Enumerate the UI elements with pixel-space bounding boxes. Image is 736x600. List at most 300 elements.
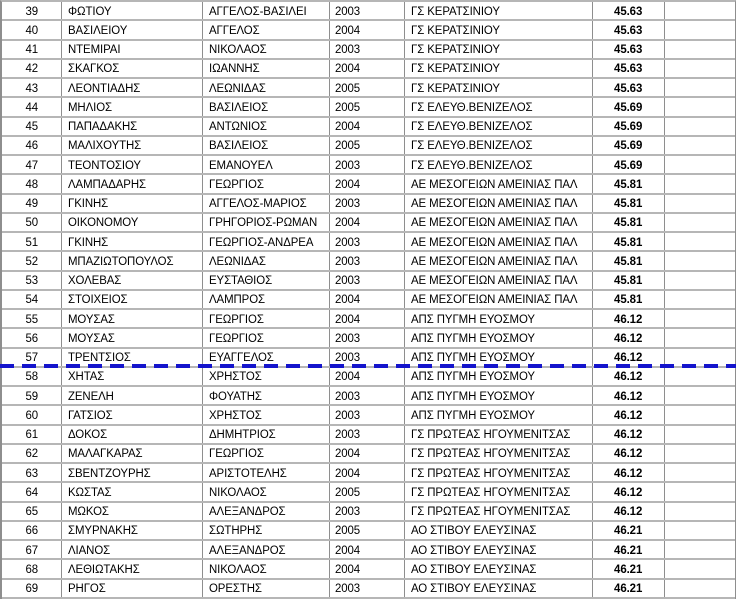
mark-value: 46.21 [614,561,643,576]
last-name-cell [62,98,203,115]
mark-value: 46.12 [614,407,643,422]
empty-cell [665,252,735,269]
birth-year-value: 2004 [335,465,361,480]
last-name-cell [62,349,203,366]
rank-cell [2,2,62,19]
first-name-cell [203,195,330,212]
empty-cell [665,272,735,289]
birth-year-cell [330,272,405,289]
empty-cell [665,406,735,423]
first-name-cell [203,272,330,289]
mark-value: 46.12 [614,465,643,480]
rank-value: 42 [25,61,38,76]
birth-year-value: 2003 [335,3,361,18]
club-value: ΑΕ ΜΕΣΟΓΕΙΩΝ ΑΜΕΙΝΙΑΣ ΠΑΛ [411,176,578,191]
birth-year-cell [330,233,405,250]
club-value: ΑΠΣ ΠΥΓΜΗ ΕΥΟΣΜΟΥ [411,350,535,365]
last-name-cell [62,426,203,443]
club-value: ΑΠΣ ΠΥΓΜΗ ΕΥΟΣΜΟΥ [411,311,535,326]
mark-cell [593,560,665,577]
rank-cell [2,175,62,192]
birth-year-cell [330,387,405,404]
mark-cell [593,580,665,597]
birth-year-value: 2003 [335,427,361,442]
last-name-value: ΠΑΠΑΔΑΚΗΣ [68,119,138,134]
club-cell [405,503,593,520]
last-name-value: ΜΟΥΣΑΣ [68,330,115,345]
table-row [2,118,735,137]
last-name-cell [62,291,203,308]
first-name-cell [203,483,330,500]
first-name-value: ΑΓΓΕΛΟΣ-ΜΑΡΙΟΣ [209,196,307,211]
rank-value: 40 [25,22,38,37]
birth-year-cell [330,406,405,423]
empty-cell [665,291,735,308]
club-value: ΓΣ ΚΕΡΑΤΣΙΝΙΟΥ [411,3,500,18]
birth-year-cell [330,329,405,346]
birth-year-cell [330,503,405,520]
empty-cell [665,60,735,77]
table-row [2,483,735,502]
first-name-value: ΣΩΤΗΡΗΣ [209,523,263,538]
last-name-value: ΜΗΛΙΟΣ [68,99,113,114]
mark-cell [593,272,665,289]
rank-value: 39 [25,3,38,18]
mark-value: 46.12 [614,504,643,519]
first-name-value: ΕΥΣΤΑΘΙΟΣ [209,273,273,288]
mark-cell [593,195,665,212]
rank-value: 56 [25,330,38,345]
first-name-value: ΑΛΕΞΑΝΔΡΟΣ [209,504,286,519]
rank-value: 63 [25,465,38,480]
first-name-value: ΕΥΑΓΓΕΛΟΣ [209,350,274,365]
club-value: ΑΕ ΜΕΣΟΓΕΙΩΝ ΑΜΕΙΝΙΑΣ ΠΑΛ [411,215,578,230]
mark-cell [593,252,665,269]
first-name-cell [203,503,330,520]
last-name-value: ΛΕΘΙΩΤΑΚΗΣ [68,561,140,576]
rank-value: 66 [25,523,38,538]
birth-year-cell [330,21,405,38]
rank-cell [2,426,62,443]
empty-cell [665,426,735,443]
last-name-cell [62,252,203,269]
last-name-value: ΓΚΙΝΗΣ [68,196,109,211]
rank-cell [2,580,62,597]
rank-value: 69 [25,581,38,596]
mark-cell [593,503,665,520]
first-name-cell [203,329,330,346]
club-value: ΑΕ ΜΕΣΟΓΕΙΩΝ ΑΜΕΙΝΙΑΣ ΠΑΛ [411,292,578,307]
table-row [2,406,735,425]
mark-value: 45.69 [614,157,643,172]
birth-year-value: 2003 [335,253,361,268]
table-row [2,349,735,368]
first-name-cell [203,310,330,327]
rank-cell [2,329,62,346]
first-name-value: ΧΡΗΣΤΟΣ [209,369,262,384]
birth-year-cell [330,60,405,77]
table-row [2,137,735,156]
rank-cell [2,21,62,38]
rank-cell [2,79,62,96]
first-name-cell [203,406,330,423]
first-name-value: ΑΛΕΞΑΝΔΡΟΣ [209,542,286,557]
birth-year-cell [330,580,405,597]
empty-cell [665,195,735,212]
last-name-value: ΜΑΛΑΓΚΑΡΑΣ [68,446,143,461]
birth-year-value: 2003 [335,273,361,288]
empty-cell [665,79,735,96]
rank-value: 60 [25,407,38,422]
first-name-value: ΓΕΩΡΓΙΟΣ [209,330,264,345]
last-name-cell [62,2,203,19]
table-row [2,445,735,464]
club-value: ΓΣ ΕΛΕΥΘ.ΒΕΝΙΖΕΛΟΣ [411,119,533,134]
club-value: ΓΣ ΚΕΡΑΤΣΙΝΙΟΥ [411,61,500,76]
mark-value: 45.81 [614,196,643,211]
empty-cell [665,214,735,231]
first-name-value: ΑΓΓΕΛΟΣ-ΒΑΣΙΛΕΙ [209,3,307,18]
rank-cell [2,233,62,250]
birth-year-cell [330,98,405,115]
empty-cell [665,541,735,558]
last-name-value: ΒΑΣΙΛΕΙΟΥ [68,22,128,37]
rank-cell [2,503,62,520]
rank-value: 48 [25,176,38,191]
mark-value: 45.81 [614,292,643,307]
birth-year-value: 2003 [335,234,361,249]
mark-cell [593,137,665,154]
first-name-cell [203,175,330,192]
mark-cell [593,426,665,443]
birth-year-value: 2004 [335,311,361,326]
birth-year-value: 2003 [335,350,361,365]
last-name-cell [62,560,203,577]
birth-year-value: 2003 [335,388,361,403]
birth-year-value: 2005 [335,523,361,538]
mark-cell [593,60,665,77]
birth-year-cell [330,445,405,462]
table-row [2,310,735,329]
birth-year-cell [330,137,405,154]
club-cell [405,426,593,443]
last-name-value: ΓΑΤΣΙΟΣ [68,407,113,422]
club-cell [405,41,593,58]
mark-cell [593,233,665,250]
table-row [2,426,735,445]
club-cell [405,310,593,327]
last-name-cell [62,483,203,500]
mark-cell [593,98,665,115]
rank-value: 57 [25,350,38,365]
rank-value: 68 [25,561,38,576]
rank-cell [2,406,62,423]
club-cell [405,156,593,173]
birth-year-cell [330,41,405,58]
mark-value: 46.12 [614,311,643,326]
mark-value: 45.81 [614,176,643,191]
last-name-cell [62,175,203,192]
table-row [2,541,735,560]
first-name-cell [203,560,330,577]
last-name-cell [62,214,203,231]
last-name-value: ΝΤΕΜΙΡΑΙ [68,42,121,57]
birth-year-value: 2004 [335,61,361,76]
mark-value: 45.69 [614,99,643,114]
empty-cell [665,445,735,462]
empty-cell [665,98,735,115]
club-value: ΓΣ ΚΕΡΑΤΣΙΝΙΟΥ [411,42,500,57]
first-name-cell [203,387,330,404]
first-name-value: ΓΡΗΓΟΡΙΟΣ-ΡΩΜΑΝ [209,215,318,230]
birth-year-value: 2004 [335,446,361,461]
first-name-value: ΦΟΥΑΤΗΣ [209,388,262,403]
last-name-cell [62,233,203,250]
club-value: ΓΣ ΚΕΡΑΤΣΙΝΙΟΥ [411,22,500,37]
club-value: ΑΕ ΜΕΣΟΓΕΙΩΝ ΑΜΕΙΝΙΑΣ ΠΑΛ [411,234,578,249]
mark-cell [593,541,665,558]
first-name-cell [203,60,330,77]
rank-cell [2,195,62,212]
last-name-value: ΜΑΛΙΧΟΥΤΗΣ [68,138,142,153]
mark-value: 45.63 [614,3,643,18]
club-cell [405,580,593,597]
mark-value: 46.12 [614,350,643,365]
rank-value: 59 [25,388,38,403]
birth-year-value: 2003 [335,504,361,519]
first-name-value: ΒΑΣΙΛΕΙΟΣ [209,138,269,153]
birth-year-cell [330,464,405,481]
club-cell [405,21,593,38]
first-name-value: ΑΓΓΕΛΟΣ [209,22,260,37]
mark-value: 46.12 [614,484,643,499]
birth-year-value: 2003 [335,42,361,57]
club-value: ΓΣ ΕΛΕΥΘ.ΒΕΝΙΖΕΛΟΣ [411,157,533,172]
empty-cell [665,41,735,58]
mark-value: 45.69 [614,119,643,134]
last-name-cell [62,522,203,539]
first-name-value: ΓΕΩΡΓΙΟΣ-ΑΝΔΡΕΑ [209,234,314,249]
birth-year-cell [330,426,405,443]
mark-cell [593,464,665,481]
club-cell [405,118,593,135]
club-value: ΓΣ ΠΡΩΤΕΑΣ ΗΓΟΥΜΕΝΙΤΣΑΣ [411,504,571,519]
rank-cell [2,483,62,500]
birth-year-value: 2004 [335,561,361,576]
first-name-value: ΛΑΜΠΡΟΣ [209,292,266,307]
empty-cell [665,329,735,346]
first-name-value: ΝΙΚΟΛΑΟΣ [209,561,267,576]
rank-cell [2,214,62,231]
club-value: ΓΣ ΠΡΩΤΕΑΣ ΗΓΟΥΜΕΝΙΤΣΑΣ [411,427,571,442]
table-row [2,291,735,310]
first-name-value: ΒΑΣΙΛΕΙΟΣ [209,99,269,114]
club-value: ΑΠΣ ΠΥΓΜΗ ΕΥΟΣΜΟΥ [411,369,535,384]
birth-year-value: 2005 [335,138,361,153]
birth-year-value: 2003 [335,581,361,596]
club-value: ΑΟ ΣΤΙΒΟΥ ΕΛΕΥΣΙΝΑΣ [411,542,537,557]
birth-year-cell [330,483,405,500]
club-cell [405,445,593,462]
birth-year-cell [330,522,405,539]
first-name-value: ΔΗΜΗΤΡΙΟΣ [209,427,276,442]
mark-value: 45.63 [614,22,643,37]
first-name-cell [203,41,330,58]
table-row [2,387,735,406]
first-name-cell [203,426,330,443]
last-name-value: ΦΩΤΙΟΥ [68,3,112,18]
empty-cell [665,137,735,154]
birth-year-cell [330,195,405,212]
empty-cell [665,310,735,327]
club-cell [405,483,593,500]
first-name-cell [203,156,330,173]
last-name-value: ΓΚΙΝΗΣ [68,234,109,249]
rank-cell [2,156,62,173]
mark-value: 46.12 [614,369,643,384]
birth-year-cell [330,214,405,231]
club-value: ΓΣ ΕΛΕΥΘ.ΒΕΝΙΖΕΛΟΣ [411,138,533,153]
mark-value: 45.81 [614,234,643,249]
rank-value: 65 [25,504,38,519]
last-name-value: ΣΒΕΝΤΖΟΥΡΗΣ [68,465,151,480]
birth-year-cell [330,2,405,19]
table-row [2,464,735,483]
rank-cell [2,291,62,308]
empty-cell [665,2,735,19]
club-cell [405,291,593,308]
birth-year-value: 2004 [335,292,361,307]
mark-cell [593,21,665,38]
birth-year-value: 2005 [335,484,361,499]
birth-year-value: 2003 [335,157,361,172]
last-name-value: ΧΟΛΕΒΑΣ [68,273,122,288]
first-name-cell [203,541,330,558]
last-name-cell [62,195,203,212]
club-cell [405,541,593,558]
birth-year-value: 2004 [335,542,361,557]
mark-value: 46.12 [614,446,643,461]
table-row [2,272,735,291]
club-value: ΓΣ ΠΡΩΤΕΑΣ ΗΓΟΥΜΕΝΙΤΣΑΣ [411,484,571,499]
mark-cell [593,522,665,539]
birth-year-value: 2003 [335,196,361,211]
table-row [2,60,735,79]
table-row [2,21,735,40]
first-name-value: ΙΩΑΝΝΗΣ [209,61,260,76]
first-name-cell [203,79,330,96]
empty-cell [665,156,735,173]
birth-year-cell [330,175,405,192]
club-cell [405,79,593,96]
mark-value: 45.63 [614,80,643,95]
first-name-cell [203,214,330,231]
first-name-cell [203,2,330,19]
rank-value: 49 [25,196,38,211]
table-row [2,252,735,271]
first-name-cell [203,21,330,38]
rank-cell [2,387,62,404]
mark-value: 45.63 [614,42,643,57]
first-name-value: ΑΝΤΩΝΙΟΣ [209,119,267,134]
birth-year-value: 2004 [335,119,361,134]
club-value: ΓΣ ΠΡΩΤΕΑΣ ΗΓΟΥΜΕΝΙΤΣΑΣ [411,446,571,461]
last-name-value: ΧΗΤΑΣ [68,369,105,384]
empty-cell [665,503,735,520]
rank-value: 46 [25,138,38,153]
first-name-value: ΑΡΙΣΤΟΤΕΛΗΣ [209,465,287,480]
mark-cell [593,79,665,96]
club-cell [405,60,593,77]
birth-year-cell [330,560,405,577]
empty-cell [665,464,735,481]
rank-value: 64 [25,484,38,499]
birth-year-value: 2005 [335,99,361,114]
last-name-cell [62,21,203,38]
empty-cell [665,21,735,38]
club-cell [405,214,593,231]
last-name-value: ΛΙΑΝΟΣ [68,542,111,557]
first-name-value: ΓΕΩΡΓΙΟΣ [209,176,264,191]
birth-year-cell [330,252,405,269]
mark-cell [593,483,665,500]
club-cell [405,137,593,154]
last-name-value: ΜΠΑΖΙΩΤΟΠΟΥΛΟΣ [68,253,174,268]
last-name-value: ΛΑΜΠΑΔΑΡΗΣ [68,176,146,191]
last-name-cell [62,272,203,289]
last-name-value: ΤΕΟΝΤΟΣΙΟΥ [68,157,141,172]
first-name-cell [203,349,330,366]
last-name-value: ΟΙΚΟΝΟΜΟΥ [68,215,139,230]
club-value: ΓΣ ΚΕΡΑΤΣΙΝΙΟΥ [411,80,500,95]
rank-value: 45 [25,119,38,134]
club-value: ΑΠΣ ΠΥΓΜΗ ΕΥΟΣΜΟΥ [411,407,535,422]
club-cell [405,252,593,269]
last-name-cell [62,156,203,173]
rank-cell [2,560,62,577]
mark-cell [593,406,665,423]
first-name-value: ΝΙΚΟΛΑΟΣ [209,484,267,499]
club-value: ΑΟ ΣΤΙΒΟΥ ΕΛΕΥΣΙΝΑΣ [411,523,537,538]
last-name-value: ΣΤΟΙΧΕΙΟΣ [68,292,128,307]
table-row [2,368,735,387]
rank-value: 61 [25,427,38,442]
last-name-cell [62,79,203,96]
rank-cell [2,137,62,154]
rank-cell [2,272,62,289]
mark-cell [593,387,665,404]
last-name-cell [62,137,203,154]
club-value: ΑΟ ΣΤΙΒΟΥ ΕΛΕΥΣΙΝΑΣ [411,561,537,576]
birth-year-cell [330,310,405,327]
birth-year-cell [330,156,405,173]
club-value: ΑΠΣ ΠΥΓΜΗ ΕΥΟΣΜΟΥ [411,330,535,345]
table-row [2,2,735,21]
last-name-cell [62,464,203,481]
mark-cell [593,310,665,327]
rank-cell [2,118,62,135]
rank-value: 58 [25,369,38,384]
club-value: ΑΟ ΣΤΙΒΟΥ ΕΛΕΥΣΙΝΑΣ [411,581,537,596]
mark-value: 45.63 [614,61,643,76]
table-row [2,79,735,98]
club-cell [405,464,593,481]
birth-year-value: 2004 [335,215,361,230]
rank-cell [2,310,62,327]
empty-cell [665,233,735,250]
mark-cell [593,156,665,173]
mark-value: 45.81 [614,273,643,288]
